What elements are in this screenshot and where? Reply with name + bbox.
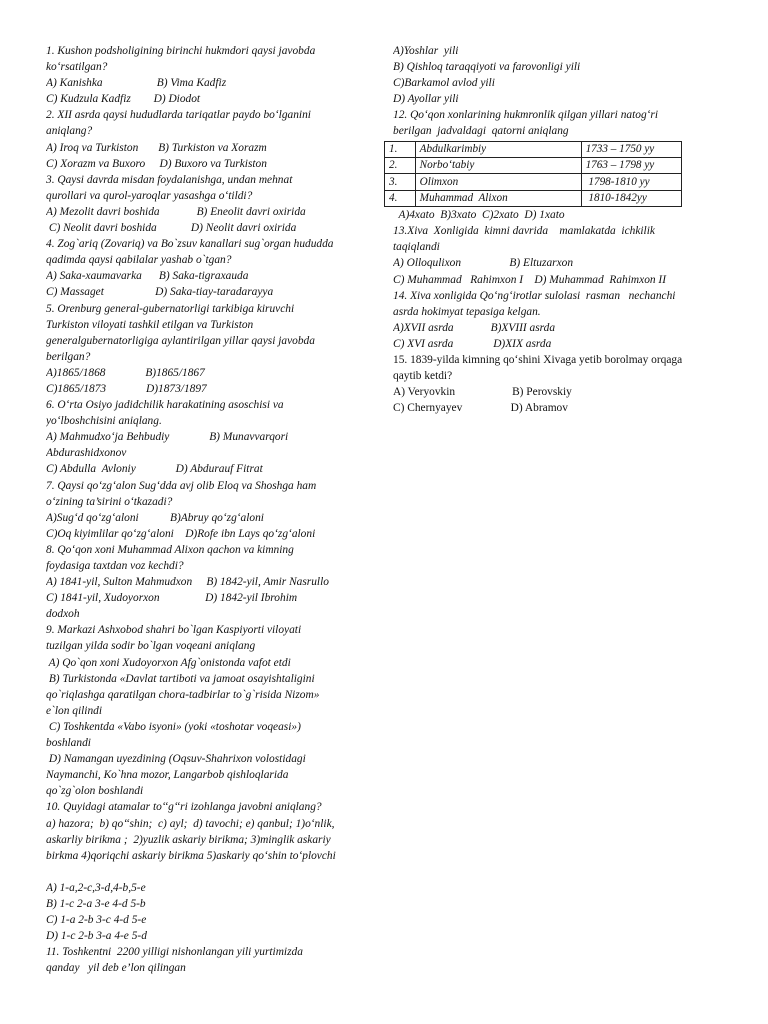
text-line: 11. Toshkentni 2200 yilligi nishonlangan yili yurtimizda: [46, 946, 303, 959]
text-line: C)Oq kiyimlilar qo‘zg‘aloni D)Rofe ibn Lays qo‘zg‘aloni: [46, 527, 316, 540]
text-line: C) Abdulla Avloniy D) Abdurauf Fitrat: [46, 463, 263, 476]
right-column: [389, 43, 733, 416]
reign-years: 1798-1810 yy: [581, 174, 681, 190]
text-line: dodxoh: [46, 608, 80, 621]
text-line: qanday yil deb e’lon qilingan: [46, 962, 186, 975]
text-line: D) Ayollar yili: [393, 93, 459, 106]
text-line: 4. Zog`ariq (Zovariq) va Bo`zsuv kanallari sug`organ hududda: [46, 238, 334, 251]
row-number: 3.: [385, 174, 416, 190]
text-line: 9. Markazi Ashxobod shahri bo`lgan Kaspiyorti viloyati: [46, 624, 302, 637]
text-line: B) Qishloq taraqqiyoti va farovonligi yili: [393, 61, 581, 74]
text-line: 6. O‘rta Osiyo jadidchilik harakatining asoschisi va: [46, 399, 284, 412]
ruler-name: Olimxon: [415, 174, 581, 190]
text-line: qadimda qaysi qabilalar yashab o`tgan?: [46, 254, 232, 267]
text-line: yo‘lboshchisini aniqlang.: [46, 415, 162, 428]
text-line: generalgubernatorligiga aylantirilgan yillar qaysi javobda: [46, 334, 315, 347]
row-number: 1.: [385, 141, 416, 157]
text-line: A)1865/1868 B)1865/1867: [46, 366, 205, 379]
table-row: [385, 190, 682, 206]
ruler-name: Muhammad Alixon: [415, 190, 581, 206]
text-line: berilgan?: [46, 350, 91, 363]
question-11-answers-and-12: [393, 43, 733, 140]
text-line: asrda hokimyat tepasiga kelgan.: [393, 305, 541, 318]
text-line: 1. Kushon podsholigining birinchi hukmdori qaysi javobda: [46, 45, 316, 57]
reign-years: 1810-1842yy: [581, 190, 681, 206]
text-line: A) Mezolit davri boshida B) Eneolit davri oxirida: [46, 205, 306, 218]
left-column: [46, 43, 382, 976]
text-line: A)XVII asrda B)XVIII asrda: [393, 321, 556, 334]
text-line: C) Toshkentda «Vabo isyoni» (yoki «toshotar voqeasi»): [46, 720, 301, 733]
text-line: B) Turkistonda «Davlat tartiboti va jamoat osayishtaligini: [46, 672, 315, 685]
text-line: [46, 864, 382, 880]
row-number: 4.: [385, 190, 416, 206]
ruler-name: Abdulkarimbiy: [415, 141, 581, 157]
kokand-rulers-table: [384, 141, 682, 208]
text-line: 14. Xiva xonligida Qo‘ng‘irotlar sulolasi rasman nechanchi: [393, 289, 676, 302]
text-line: A) Saka-xaumavarka B) Saka-tigraxauda: [46, 270, 249, 283]
text-line: taqiqlandi: [393, 241, 440, 254]
text-line: A) Olloqulixon B) Eltuzarxon: [393, 257, 574, 270]
text-line: 8. Qo‘qon xoni Muhammad Alixon qachon va kimning: [46, 543, 294, 556]
text-line: boshlandi: [46, 737, 91, 750]
text-line: Turkiston viloyati tashkil etilgan va Turkiston: [46, 318, 254, 331]
text-line: qurollari va qurol-yaroqlar yasashga o‘tildi?: [46, 189, 253, 202]
text-line: C) Kudzula Kadfiz D) Diodot: [46, 93, 201, 106]
ruler-name: Norbo‘tabiy: [415, 157, 581, 173]
text-line: e`lon qilindi: [46, 704, 102, 717]
table-row: [385, 174, 682, 190]
table-row: [385, 157, 682, 173]
text-line: 13.Xiva Xonligida kimni davrida mamlakatda ichkilik: [393, 225, 655, 238]
text-line: A) 1-a,2-c,3-d,4-b,5-e: [46, 881, 146, 894]
text-line: 7. Qaysi qo‘zg‘alon Sug‘dda avj olib Eloq va Shoshga ham: [46, 479, 317, 492]
text-line: A) Iroq va Turkiston B) Turkiston va Xorazm: [46, 141, 267, 154]
text-line: C) Xorazm va Buxoro D) Buxoro va Turkiston: [46, 157, 267, 170]
text-line: C) 1-a 2-b 3-c 4-d 5-e: [46, 914, 147, 927]
text-line: 2. XII asrda qaysi hududlarda tariqatlar paydo bo‘lganini: [46, 109, 311, 122]
text-line: D) 1-c 2-b 3-a 4-e 5-d: [46, 930, 147, 943]
text-line: A) 1841-yil, Sulton Mahmudxon B) 1842-yil, Amir Nasrullo: [46, 576, 329, 589]
text-line: 10. Quyidagi atamalar to‘‘g‘‘ri izohlanga javobni aniqlang?: [46, 801, 322, 814]
questions-13-15: [393, 207, 733, 416]
text-line: A) Qo`qon xoni Xudoyorxon Afg`onistonda vafot etdi: [46, 656, 291, 669]
text-line: 5. Orenburg general-gubernatorligi tarkibiga kiruvchi: [46, 302, 295, 315]
text-line: C)Barkamol avlod yili: [393, 77, 495, 90]
text-line: D) Namangan uyezdining (Oqsuv-Shahrixon volostidagi: [46, 753, 306, 766]
text-line: ko‘rsatilgan?: [46, 61, 108, 74]
text-line: A)4xato B)3xato C)2xato D) 1xato: [393, 209, 565, 222]
text-line: A)Yoshlar yili: [393, 45, 459, 57]
text-line: birkma 4)qoriqchi askariy birikma 5)askariy qo‘shin to‘plovchi: [46, 849, 336, 862]
table-row: [385, 141, 682, 157]
text-line: C) XVI asrda D)XIX asrda: [393, 337, 552, 350]
text-line: foydasiga taxtdan voz kechdi?: [46, 560, 184, 572]
text-line: C) Neolit davri boshida D) Neolit davri oxirida: [46, 222, 297, 235]
text-line: qaytib ketdi?: [393, 370, 453, 383]
text-line: A) Veryovkin B) Perovskiy: [393, 386, 572, 399]
row-number: 2.: [385, 157, 416, 173]
text-line: B) 1-c 2-a 3-e 4-d 5-b: [46, 897, 146, 910]
text-line: qo`riqlashga qaratilgan chora-tadbirlar to`g`risida Nizom»: [46, 688, 320, 701]
text-line: askarliy birikma ; 2)yuzlik askariy birikma; 3)minglik askariy: [46, 833, 331, 846]
text-line: C) Massaget D) Saka-tiay-taradarayya: [46, 286, 274, 299]
text-line: C) 1841-yil, Xudoyorxon D) 1842-yil Ibrohim: [46, 592, 298, 605]
text-line: A) Kanishka B) Vima Kadfiz: [46, 77, 227, 90]
text-line: aniqlang?: [46, 125, 93, 138]
text-line: A) Mahmudxo‘ja Behbudiy B) Munavvarqori: [46, 431, 289, 444]
text-line: o‘zining ta’sirini o‘tkazadi?: [46, 495, 173, 508]
text-line: Abdurashidxonov: [46, 447, 127, 460]
text-line: 3. Qaysi davrda misdan foydalanishga, undan mehnat: [46, 173, 293, 186]
text-line: tuzilgan yilda sodir bo`lgan voqeani aniqlang: [46, 640, 256, 653]
text-line: A)Sug‘d qo‘zg‘aloni B)Abruy qo‘zg‘aloni: [46, 511, 264, 524]
text-line: a) hazora; b) qo‘‘shin; c) ayl; d) tavochi; e) qanbul; 1)o‘nlik,: [46, 817, 335, 830]
text-line: 12. Qo‘qon xonlarining hukmronlik qilgan yillari natog‘ri: [393, 109, 659, 122]
reign-years: 1733 – 1750 yy: [581, 141, 681, 157]
reign-years: 1763 – 1798 yy: [581, 157, 681, 173]
text-line: qo`zg`olon boshlandi: [46, 785, 144, 798]
text-line: 15. 1839-yilda kimning qo‘shini Xivaga yetib borolmay orqaga: [393, 353, 683, 366]
text-line: C)1865/1873 D)1873/1897: [46, 382, 207, 395]
text-line: C) Muhammad Rahimxon I D) Muhammad Rahimxon II: [393, 273, 667, 286]
text-line: Naymanchi, Ko`hna mozor, Langarbob qishloqlarida: [46, 769, 289, 782]
text-line: berilgan jadvaldagi qatorni aniqlang: [393, 125, 569, 138]
text-line: C) Chernyayev D) Abramov: [393, 402, 568, 415]
